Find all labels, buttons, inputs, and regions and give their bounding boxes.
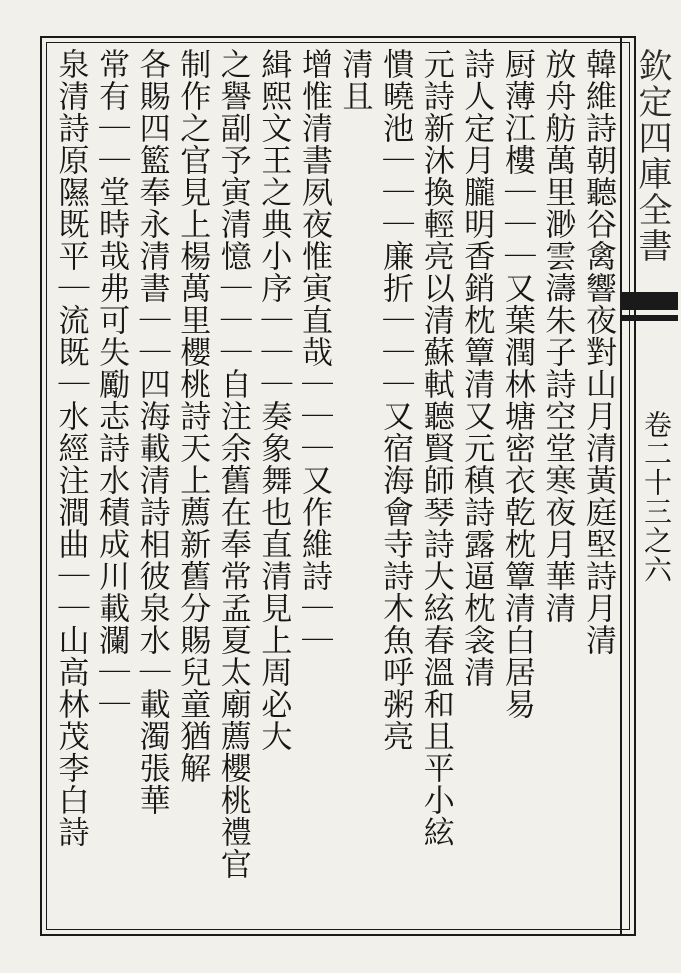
text-column: 厨薄江樓｜｜｜又葉潤林塘密衣乾枕簟清白居易 xyxy=(498,48,535,720)
text-column: 元詩新沐換輕亮以清蘇軾聽賢師琴詩大絃春溫和且平小絃 xyxy=(417,48,454,848)
text-column: 放舟舫萬里渺雲濤朱子詩空堂寒夜月華清 xyxy=(539,48,576,624)
text-column: 緝熙文王之典小序｜｜｜奏象舞也直清見上周必大 xyxy=(255,48,292,752)
text-column: 增惟清書夙夜惟寅直哉｜｜｜又作維詩｜｜ xyxy=(295,48,332,656)
text-column: 各賜四籃奉永清書｜｜四海載清詩相彼泉水｜載濁張華 xyxy=(133,48,170,816)
text-column: 清且 xyxy=(336,48,373,112)
text-column: 之譽副予寅清憶｜｜｜自注余舊在奉常孟夏太廟薦櫻桃禮官 xyxy=(214,48,251,880)
spine-volume-number: 卷二十三之六 xyxy=(640,410,673,584)
fishtail-mark xyxy=(622,292,678,310)
text-column: 詩人定月朧明香銷枕簟清又元稹詩露逼枕衾清 xyxy=(458,48,495,688)
text-column: 憒曉池｜｜｜廉折｜｜｜又宿海會寺詩木魚呼粥亮 xyxy=(377,48,414,752)
text-column: 韓維詩朝聽谷禽響夜對山月清黃庭堅詩月清 xyxy=(580,48,616,656)
fishtail-mark-lower xyxy=(622,315,678,321)
text-column: 制作之官見上楊萬里櫻桃詩天上薦新舊分賜兒童猶解 xyxy=(174,48,211,784)
text-columns xyxy=(52,48,620,928)
text-column: 常有｜｜堂時哉弗可失勵志詩水積成川載瀾｜｜ xyxy=(93,48,130,720)
text-column: 泉清詩原隰既平｜流既｜水經注澗曲｜｜山高林茂李白詩 xyxy=(52,48,89,848)
spine-title: 欽定四庫全書 xyxy=(632,48,672,264)
